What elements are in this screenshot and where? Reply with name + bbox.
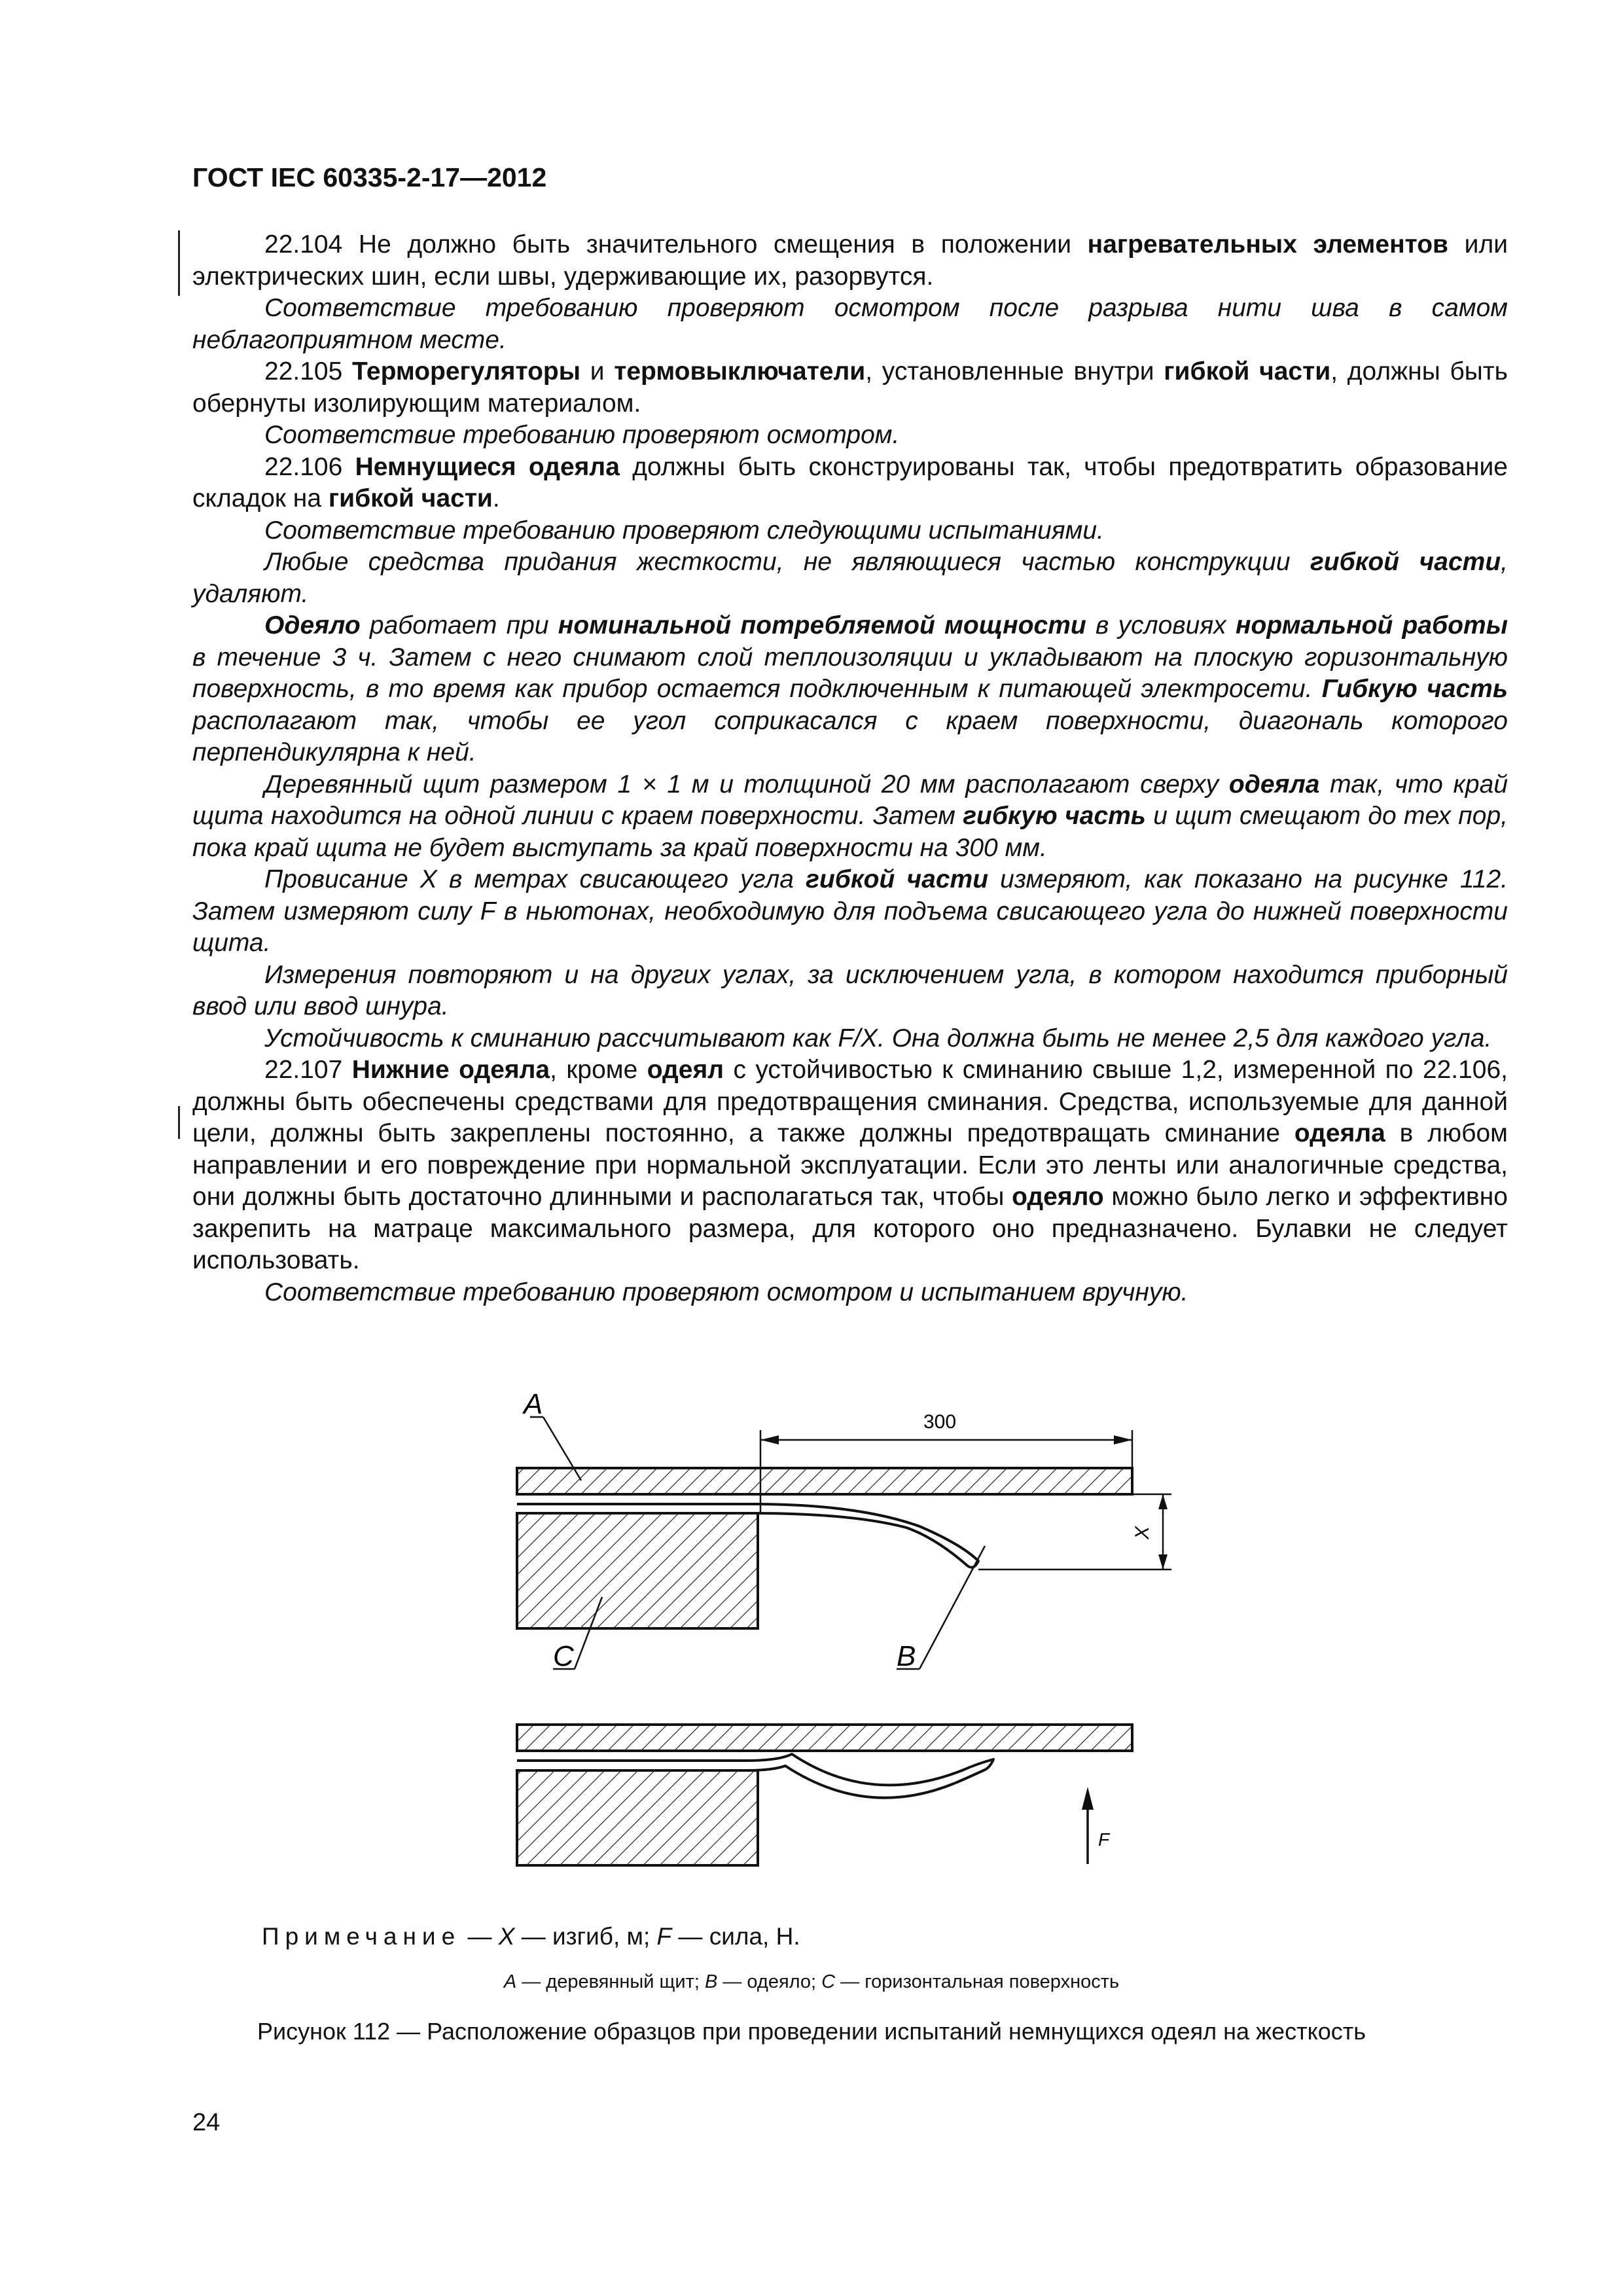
defined-term: гибкой части (1164, 357, 1331, 386)
paragraph-text: в любом направлении и его повреждение при нормальной эксплуатации. Если это ленты или аналогичные средства, они должны быть достаточно длинными и располагаться так, чтобы (192, 1119, 1508, 1211)
paragraph-text: работает при (360, 611, 558, 639)
paragraph-text: и щит смещают до тех пор, пока край щита не будет выступать за край поверхности на 300 мм. (192, 802, 1508, 862)
paragraph (192, 864, 1508, 960)
figure-legend (0, 1971, 1623, 1993)
paragraph (192, 356, 1508, 420)
note-text: — (461, 1923, 499, 1950)
paragraph-text: Устойчивость к сминанию рассчитывают как F/X. Она должна быть не менее 2,5 для каждого угла. (264, 1024, 1492, 1052)
defined-term: нормальной работы (1235, 611, 1508, 639)
label-c: C (553, 1640, 574, 1672)
note-prefix: Примечание (262, 1923, 461, 1950)
body-text (192, 229, 1508, 1308)
paragraph-text: . (492, 484, 500, 512)
document-header: ГОСТ IEC 60335-2-17—2012 (192, 162, 547, 192)
paragraph-text: с устойчивостью к сминанию свыше 1,2, измеренной по 22.106, должны быть обеспечены средствами для предотвращения сминания. Средства, используемые для данной цели, должны быть закреплены постоянно, а также должны предотвращать сминание (192, 1056, 1508, 1147)
paragraph (192, 515, 1508, 547)
note-text: — сила, Н. (671, 1923, 800, 1950)
paragraph-text: 22.105 (264, 357, 352, 386)
paragraph (192, 420, 1508, 452)
paragraph (192, 293, 1508, 356)
note-text: — изгиб, м; (514, 1923, 657, 1950)
figure-note (262, 1923, 800, 1950)
paragraph-text: располагают так, чтобы ее угол соприкасался с краем поверхности, диагональ которого перпендикулярна к ней. (192, 706, 1508, 766)
figure-112 (504, 1388, 1185, 1885)
paragraph-text: 22.104 Не должно быть значительного смещения в положении (264, 230, 1088, 259)
sag-label: X (1132, 1526, 1153, 1540)
legend-text: — горизонтальная поверхность (835, 1971, 1120, 1992)
paragraph-text: в течение 3 ч. Затем с него снимают слой теплоизоляции и укладывают на плоскую горизонтальную поверхность, в то время как прибор остается подключенным к питающей электросети. (192, 643, 1508, 703)
legend-a: A (503, 1971, 517, 1992)
defined-term: одеял (647, 1056, 724, 1084)
paragraph-text: Измерения повторяют и на других углах, за исключением угла, в котором находится приборный ввод или ввод шнура. (192, 960, 1508, 1020)
paragraph-text: в условиях (1086, 611, 1236, 639)
note-symbol-x: X (498, 1923, 515, 1950)
paragraph (192, 960, 1508, 1023)
change-marker (178, 1106, 180, 1139)
paragraph-text: можно было легко и эффективно закрепить на матраце максимального размера, для которого оно предназначено. Булавки не следует использовать. (192, 1183, 1508, 1274)
change-marker (178, 230, 180, 296)
paragraph-text: или электрических шин, если швы, удерживающие их, разорвутся. (192, 230, 1508, 291)
paragraph-text: Соответствие требованию проверяют осмотром после разрыва нити шва в самом неблагоприятном месте. (192, 294, 1508, 354)
figure-caption: Рисунок 112 — Расположение образцов при проведении испытаний немнущихся одеял на жесткость (257, 2018, 1366, 2045)
note-symbol-f: F (656, 1923, 672, 1950)
paragraph-text: , кроме (550, 1056, 647, 1084)
defined-term: нагревательных элементов (1087, 230, 1449, 259)
defined-term: Немнущиеся одеяла (355, 452, 620, 481)
defined-term: Терморегуляторы (352, 357, 581, 386)
sag-arrow (1158, 1554, 1168, 1570)
paragraph-text: должны быть сконструированы так, чтобы предотвратить образование складок на (192, 452, 1508, 512)
paragraph-text: Соответствие требованию проверяют осмотром. (264, 421, 900, 449)
board-a-lifted (517, 1725, 1132, 1751)
dimension-arrow (760, 1435, 779, 1444)
paragraph (192, 1277, 1508, 1309)
paragraph (192, 1054, 1508, 1277)
paragraph-text: измеряют, как показано на рисунке 112. Затем измеряют силу F в ньютонах, необходимую для подъема свисающего угла до нижней поверхности щита. (192, 865, 1508, 957)
defined-term: номинальной потребляемой мощности (558, 611, 1086, 639)
defined-term: гибкой части (806, 865, 989, 893)
defined-term: термовыключатели (614, 357, 866, 386)
paragraph (192, 229, 1508, 293)
legend-text: — одеяло; (717, 1971, 822, 1992)
surface-c (517, 1513, 758, 1628)
board-a (517, 1468, 1132, 1494)
dimension-arrow (1114, 1435, 1132, 1444)
paragraph (192, 547, 1508, 610)
defined-term: гибкой части (328, 484, 493, 512)
paragraph-text: , удаляют. (192, 548, 1508, 608)
label-a: A (524, 1388, 543, 1420)
paragraph (192, 452, 1508, 515)
legend-c: C (821, 1971, 836, 1992)
legend-text: — деревянный щит; (516, 1971, 705, 1992)
paragraph (192, 1023, 1508, 1055)
paragraph (192, 769, 1508, 865)
paragraph (192, 610, 1508, 769)
paragraph-text: Соответствие требованию проверяют осмотром и испытанием вручную. (264, 1278, 1188, 1306)
defined-term: гибкой части (1310, 548, 1501, 576)
defined-term: одеяла (1228, 770, 1320, 798)
defined-term: одеяла (1294, 1119, 1385, 1147)
defined-term: Одеяло (264, 611, 361, 639)
dimension-label: 300 (923, 1411, 957, 1433)
surface-c-lower (517, 1770, 758, 1865)
label-b: B (897, 1640, 916, 1672)
page-number: 24 (192, 2109, 221, 2136)
paragraph-text: и (580, 357, 615, 386)
defined-term: Нижние одеяла (351, 1056, 550, 1084)
defined-term: Гибкую часть (1321, 675, 1508, 703)
paragraph-text: Провисание X в метрах свисающего угла (264, 865, 806, 893)
paragraph-text: Деревянный щит размером 1 × 1 м и толщиной 20 мм располагают сверху (264, 770, 1229, 798)
paragraph-text: Соответствие требованию проверяют следующими испытаниями. (264, 516, 1104, 545)
paragraph-text: Любые средства придания жесткости, не являющиеся частью конструкции (264, 548, 1310, 576)
leader-b (919, 1546, 985, 1669)
paragraph-text: , установленные внутри (865, 357, 1164, 386)
force-label: F (1098, 1829, 1110, 1850)
legend-b: B (704, 1971, 718, 1992)
paragraph-text: 22.106 (264, 452, 355, 481)
force-arrow-head (1082, 1787, 1094, 1810)
paragraph-text: , должны быть обернуты изолирующим материалом. (192, 357, 1508, 418)
paragraph-text: 22.107 (264, 1056, 352, 1084)
sag-arrow (1158, 1494, 1168, 1509)
defined-term: одеяло (1012, 1183, 1104, 1211)
paragraph-text: так, что край щита находится на одной линии с краем поверхности. Затем (192, 770, 1508, 830)
defined-term: гибкую часть (963, 802, 1146, 830)
